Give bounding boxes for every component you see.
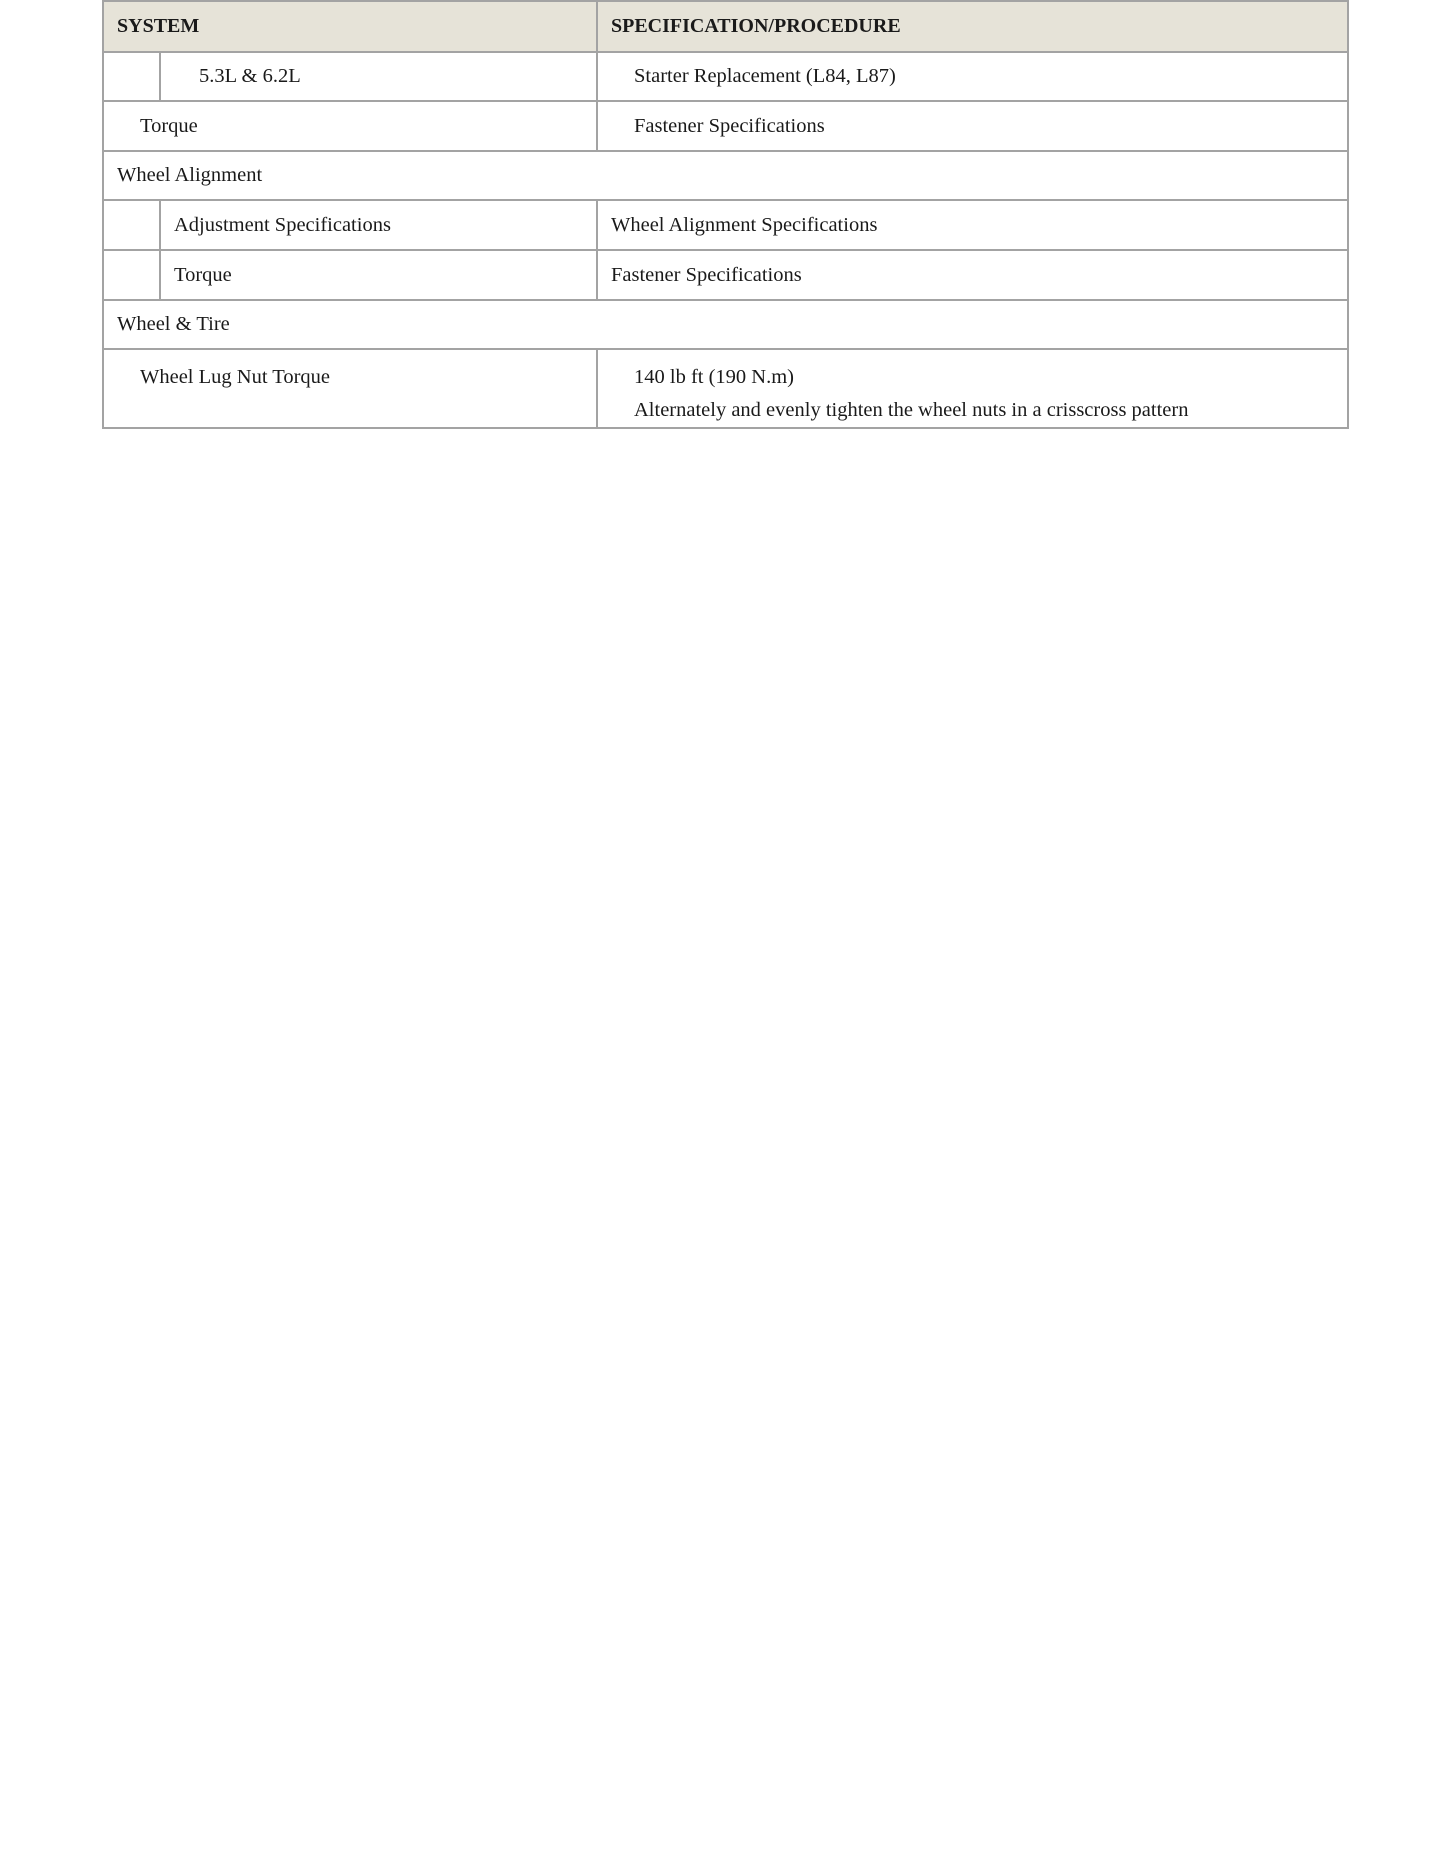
section-heading-wheel-tire: Wheel & Tire [103,300,1348,349]
spec-cell-starter-replacement[interactable]: Starter Replacement (L84, L87) [597,52,1348,101]
system-cell-engine-size: 5.3L & 6.2L [160,52,597,101]
section-heading-wheel-alignment: Wheel Alignment [103,151,1348,200]
indent-cell [103,52,160,101]
indent-cell [103,200,160,250]
system-cell-adjustment-specifications: Adjustment Specifications [160,200,597,250]
table-row-starter-torque [103,101,1348,151]
spec-value-torque: 140 lb ft (190 N.m) [634,366,794,388]
system-cell-wheel-lug-nut-torque: Wheel Lug Nut Torque [103,349,597,428]
table-row-adjustment [103,200,1348,250]
table-row-alignment-torque [103,250,1348,300]
table-row-engine-size [103,52,1348,101]
header-system: SYSTEM [103,1,597,52]
indent-cell [103,250,160,300]
table-row-lug-nut [103,349,1348,428]
spec-cell-wheel-alignment-specifications[interactable]: Wheel Alignment Specifications [597,200,1348,250]
spec-cell-lug-nut [597,349,1348,428]
header-specification: SPECIFICATION/PROCEDURE [597,1,1348,52]
spec-cell-fastener-specifications[interactable]: Fastener Specifications [597,101,1348,151]
system-cell-torque: Torque [160,250,597,300]
specification-table [102,0,1349,429]
table-row-section-wheel-alignment [103,151,1348,200]
table-header-row [103,1,1348,52]
system-cell-torque: Torque [103,101,597,151]
table-row-section-wheel-tire [103,300,1348,349]
spec-cell-fastener-specifications[interactable]: Fastener Specifications [597,250,1348,300]
spec-note-tightening: Alternately and evenly tighten the wheel nuts in a crisscross pattern [634,399,1189,421]
